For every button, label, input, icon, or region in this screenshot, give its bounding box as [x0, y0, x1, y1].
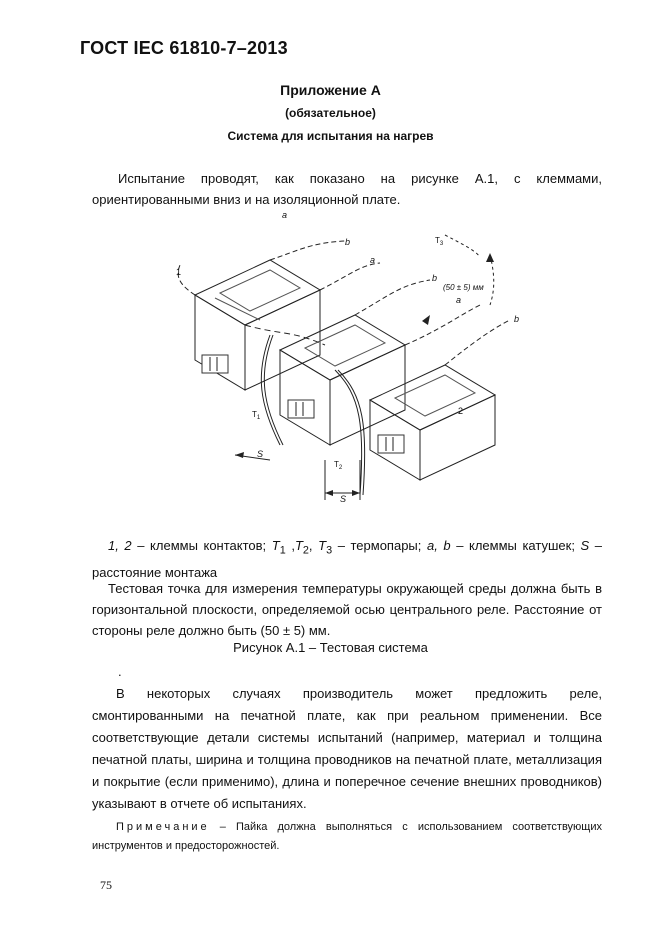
note-text: – Пайка должна выполняться с использованием соответствующих инструментов и предосторожностей. [92, 821, 602, 852]
intro-paragraph: Испытание проводят, как показано на рисунке А.1, с клеммами, ориентированными вниз и на изоляционной плате. [92, 171, 602, 207]
note-paragraph [92, 818, 602, 856]
label-a1: a [282, 210, 288, 220]
label-t2: $T_2$ [334, 460, 343, 471]
label-s2: S [340, 494, 347, 504]
appendix-title: Приложение А [280, 82, 381, 98]
relay-centre [280, 315, 405, 445]
note-label: Примечание [116, 821, 210, 833]
label-s1: S [257, 449, 264, 459]
appendix-name: Система для испытания на нагрев [227, 129, 434, 143]
figure-legend: 1, 2 – клеммы контактов; $T_1$ $,T_2$, $T_3$ – термопары; a, b – клеммы катушек; S – расстояние монтажа [92, 538, 602, 580]
test-point-paragraph: Тестовая точка для измерения температуры окружающей среды должна быть в горизонтальной плоскости, определяемой осью центрального реле. Расстояние от стороны реле должно быть (50 ± 5) мм. [92, 581, 602, 638]
relay-right [370, 365, 495, 480]
label-t1: $T_1$ [252, 410, 261, 421]
relay-left [195, 260, 320, 390]
stray-dot: . [118, 664, 122, 679]
pcb-paragraph: В некоторых случаях производитель может предложить реле, смонтированными на печатной плате, как при реальном применении. Все соответствующие детали системы испытаний (например, материал и толщина печатной платы, ширина и толщина проводников на печатной плате, металлизация и покрытие (если применимо), длина и поперечное сечение внешних проводников) указывают в отчете об испытаниях. [92, 686, 602, 811]
label-b3: b [514, 314, 520, 324]
label-1: 1 [176, 267, 182, 277]
label-b1: b [345, 237, 351, 247]
page-number: 75 [100, 878, 112, 892]
figure-caption: Рисунок А.1 – Тестовая система [233, 640, 428, 655]
document-header: ГОСТ IEC 61810-7–2013 [80, 38, 288, 58]
label-a2: a [370, 255, 376, 265]
figure-relay-test-system [160, 205, 560, 505]
label-b2: b [432, 273, 438, 283]
appendix-status: (обязательное) [285, 106, 376, 120]
label-distance: (50 ± 5) мм [443, 283, 484, 292]
label-t3: $T_3$ [435, 236, 444, 247]
label-a3: a [456, 295, 462, 305]
label-2: 2 [458, 406, 464, 416]
